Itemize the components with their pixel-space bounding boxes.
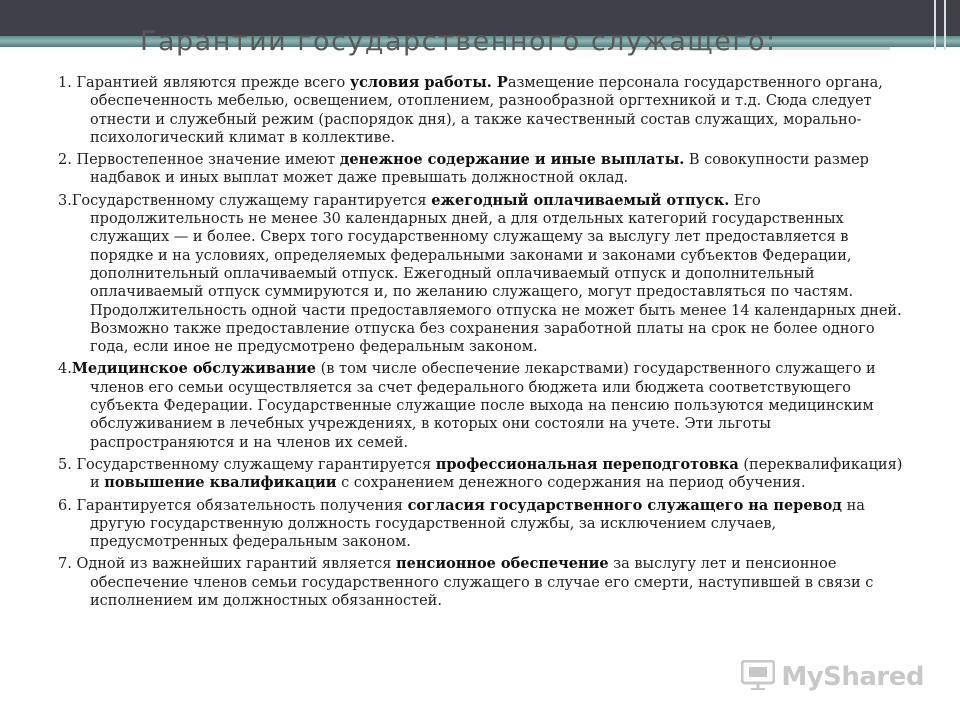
item-keyword: Медицинское обслуживание — [71, 360, 317, 378]
item-text: на другую государственную должность государственной службы, за исключением случаев, предусмотренных федеральным законом. — [90, 497, 865, 551]
item-text: 5. Государственному служащему гарантируется — [58, 456, 436, 473]
guarantee-item-7 — [58, 555, 914, 610]
item-text: (переквалификация) и — [90, 456, 903, 492]
item-keyword: профессиональная переподготовка — [435, 455, 739, 473]
watermark-logo — [741, 660, 924, 694]
slide-title: Гарантии государственного служащего: — [140, 26, 777, 57]
slide-body — [58, 74, 914, 614]
item-keyword: повышение квалификации — [104, 474, 337, 492]
item-keyword: условия работы. Р — [349, 74, 508, 91]
item-text: В совокупности размер надбавок и иных выплат может даже превышать должностной оклад. — [90, 152, 869, 187]
guarantee-item-5 — [58, 456, 914, 493]
item-keyword: ежегодный оплачиваемый отпуск. — [431, 191, 730, 209]
slideshow-icon — [741, 660, 775, 694]
item-text: 1. Гарантией являются прежде всего — [58, 75, 350, 91]
item-text: Его продолжительность не менее 30 календарных дней, а для отдельных категорий государственных служащих — и более. Сверх того государственному служащему за выслугу лет предоставляется в порядке и на условиях, определяемых федеральными законами и законами субъектов Федерации, дополнительный оплачиваемый отпуск. Ежегодный оплачиваемый отпуск и дополнительный оплачиваемый отпуск суммируются и, по желанию служащего, могут предоставляться по частям. Продолжительность одной части предоставляемого отпуска не может быть менее 14 календарных дней. Возможно также предоставление отпуска без сохранения заработной платы на срок не более одного года, если иное не предусмотрено федеральным законом. — [90, 192, 902, 356]
item-text: с сохранением денежного содержания на период обучения. — [336, 475, 806, 492]
item-keyword: денежное содержание и иные выплаты. — [339, 151, 685, 169]
header-divider-2 — [944, 0, 946, 50]
item-text: 2. Первостепенное значение имеют — [58, 152, 340, 169]
item-text: азмещение персонала государственного органа, обеспеченность мебелью, освещением, отоплением, разнообразной оргтехникой и т.д. Сюда следует отнести и служебный режим (распорядок дня), а также качественный состав служащих, морально-психологический климат в коллективе. — [90, 75, 883, 146]
item-text: 3.Государственному служащему гарантируется — [58, 192, 432, 209]
guarantee-item-4 — [58, 360, 914, 451]
item-text: 7. Одной из важнейших гарантий является — [58, 556, 397, 573]
guarantee-item-1 — [58, 74, 914, 147]
item-text: за выслугу лет и пенсионное обеспечение членов семьи государственного служащего в случае его смерти, наступившей в связи с исполнением им должностных обязанностей. — [90, 556, 874, 610]
header-divider-1 — [934, 0, 936, 50]
guarantee-item-3 — [58, 192, 914, 357]
guarantee-item-2 — [58, 151, 914, 188]
item-text: (в том числе обеспечение лекарствами) государственного служащего и членов его семьи осуществляется за счет федерального бюджета или бюджета соответствующего субъекта Федерации. Государственные служащие после выхода на пенсию пользуются медицинским обслуживанием в лечебных учреждениях, в которых они состояли на учете. Эти льготы распространяются и на членов их семей. — [90, 361, 876, 451]
guarantee-item-6 — [58, 497, 914, 552]
item-keyword: согласия государственного служащего на перевод — [407, 496, 842, 514]
item-text: 6. Гарантируется обязательность получения — [58, 497, 408, 514]
watermark-text: MyShared — [781, 662, 924, 692]
item-text: 4. — [58, 361, 72, 378]
item-keyword: пенсионное обеспечение — [396, 555, 609, 573]
